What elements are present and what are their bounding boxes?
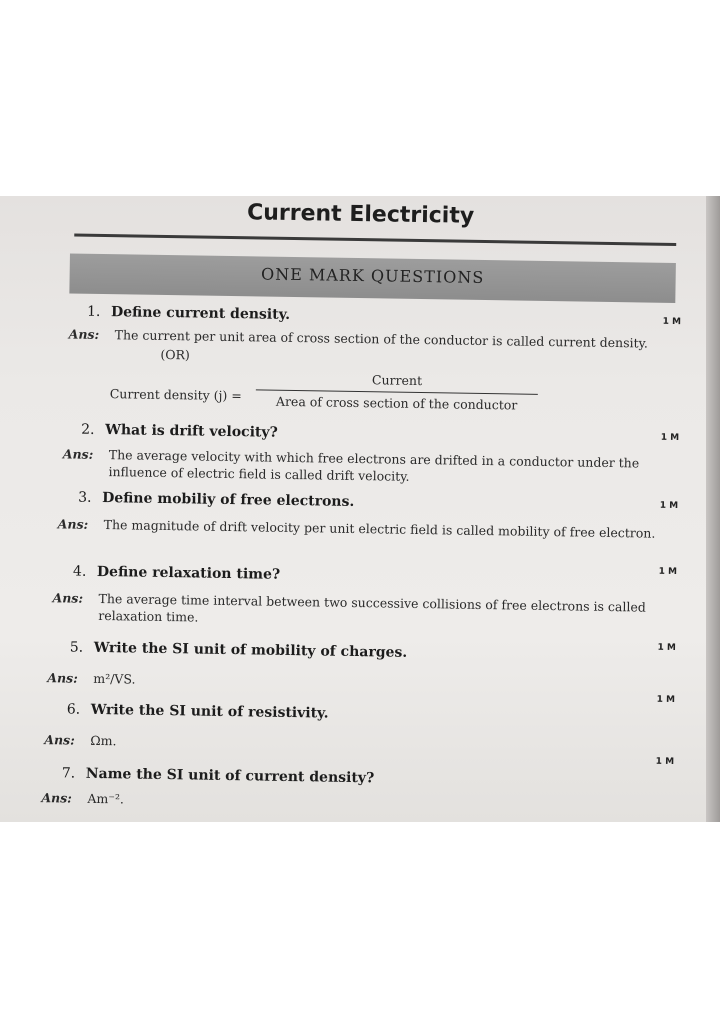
mark-badge-5: 1 M	[657, 642, 676, 654]
question-5: 5. Write the SI unit of mobility of charges.	[69, 639, 408, 661]
section-banner	[69, 253, 676, 303]
mark-badge-1: 1 M	[662, 316, 682, 328]
question-2: 2. What is drift velocity?	[81, 421, 278, 441]
answer-1: Ans: The current per unit area of cross section of the conductor is called current density.	[68, 326, 649, 351]
formula-lhs: Current density (j) =	[109, 386, 242, 404]
chapter-title: Current Electricity	[246, 200, 475, 229]
title-underline	[74, 234, 676, 246]
mark-badge-4: 1 M	[658, 566, 678, 578]
question-4: 4. Define relaxation time?	[72, 563, 281, 583]
or-separator: (OR)	[160, 346, 190, 363]
section-banner-text: ONE MARK QUESTIONS	[260, 264, 485, 287]
mark-badge-6: 1 M	[656, 694, 676, 706]
formula-denominator: Area of cross section of the conductor	[275, 393, 518, 413]
formula-numerator: Current	[371, 372, 423, 389]
question-3: 3. Define mobiliy of free electrons.	[78, 489, 355, 510]
current-density-formula	[109, 368, 550, 419]
textbook-page	[0, 196, 712, 822]
textbook-page-photo	[0, 196, 712, 822]
answer-2: Ans: The average velocity with which free electrons are drifted in a conductor under the influence of electric field is called drift velocity.	[62, 446, 640, 484]
answer-5: Ans: m²/VS.	[47, 670, 136, 687]
formula-fraction	[256, 370, 539, 412]
answer-4: Ans: The average time interval between two successive collisions of free electrons is called relaxation time.	[52, 590, 646, 625]
question-7: 7. Name the SI unit of current density?	[61, 765, 375, 787]
page-edge-shadow	[706, 196, 720, 822]
question-1: 1. Define current density.	[86, 303, 291, 323]
mark-badge-3: 1 M	[659, 500, 679, 512]
answer-3: Ans: The magnitude of drift velocity per unit electric field is called mobility of free electron.	[57, 516, 656, 541]
question-6: 6. Write the SI unit of resistivity.	[66, 701, 329, 722]
mark-badge-7: 1 M	[655, 756, 675, 768]
answer-7: Ans: Am⁻².	[41, 790, 125, 807]
answer-6: Ans: Ωm.	[44, 732, 117, 749]
mark-badge-2: 1 M	[660, 432, 680, 444]
